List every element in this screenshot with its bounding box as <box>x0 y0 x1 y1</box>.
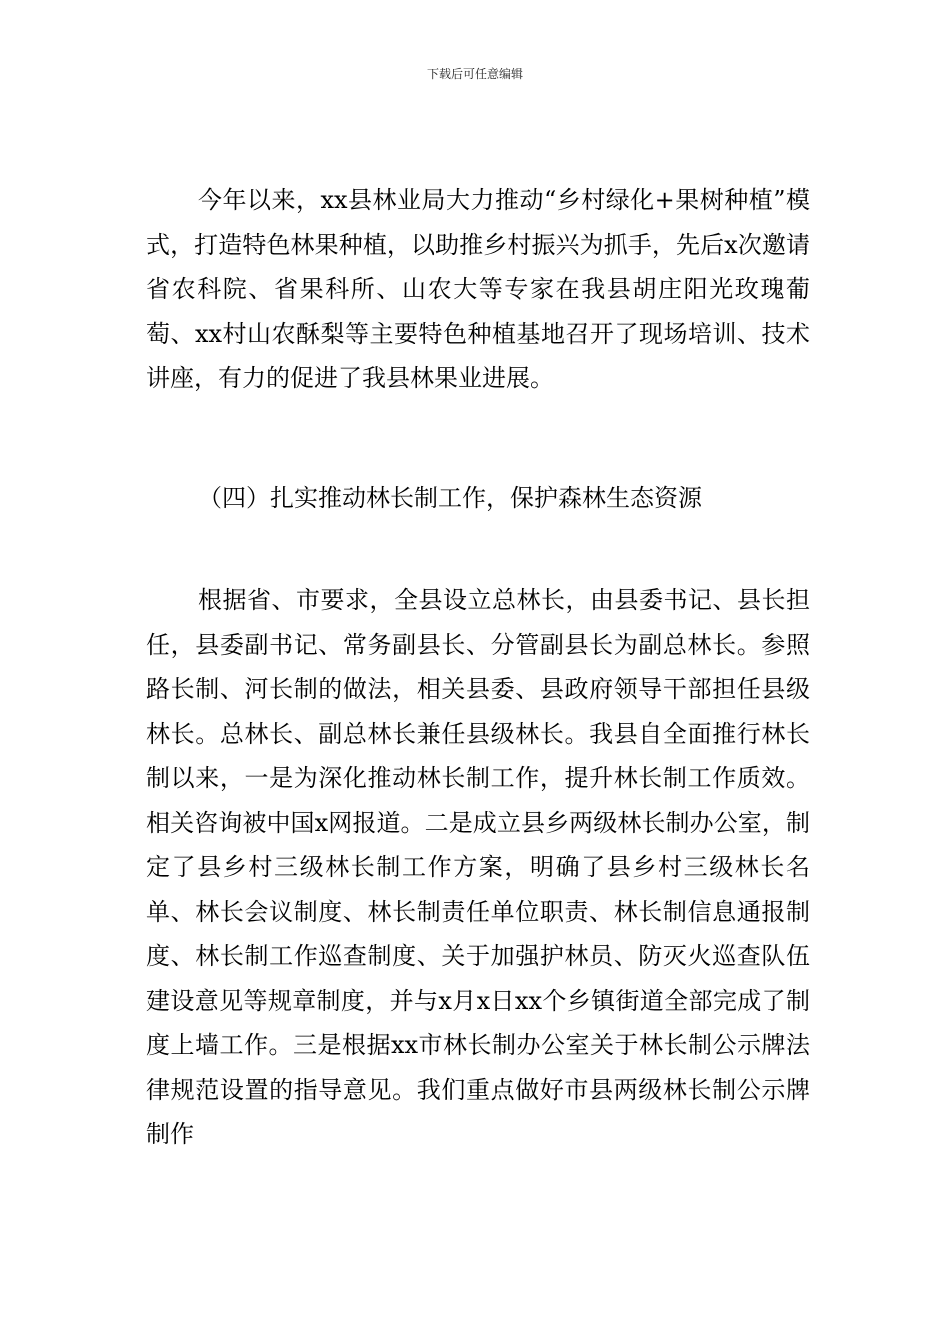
section-heading-forest-chief: （四）扎实推动林长制工作，保护森林生态资源 <box>198 484 702 512</box>
page-header: 下载后可任意编辑 <box>426 67 523 81</box>
paragraph-forestry-fruit: 今年以来，xx县林业局大力推动“乡村绿化+果树种植”模式，打造特色林果种植，以助推乡村振兴为抓手，先后x次邀请省农科院、省果科所、山农大等专家在我县胡庄阳光玫瑰葡萄、xx村山农酥梨等主要特色种植基地召开了现场培训、技术讲座，有力的促进了我县林果业进展。 <box>146 186 810 392</box>
paragraph-forest-chief-system: 根据省、市要求，全县设立总林长，由县委书记、县长担任，县委副书记、常务副县长、分管副县长为副总林长。参照路长制、河长制的做法，相关县委、县政府领导干部担任县级林长。总林长、副总林长兼任县级林长。我县自全面推行林长制以来，一是为深化推动林长制工作，提升林长制工作质效。相关咨询被中国x网报道。二是成立县乡两级林长制办公室，制定了县乡村三级林长制工作方案，明确了县乡村三级林长名单、林长会议制度、林长制责任单位职责、林长制信息通报制度、林长制工作巡查制度、关于加强护林员、防灭火巡查队伍建设意见等规章制度，并与x月x日xx个乡镇街道全部完成了制度上墙工作。三是根据xx市林长制办公室关于林长制公示牌法律规范设置的指导意见。我们重点做好市县两级林长制公示牌制作 <box>146 586 810 1148</box>
